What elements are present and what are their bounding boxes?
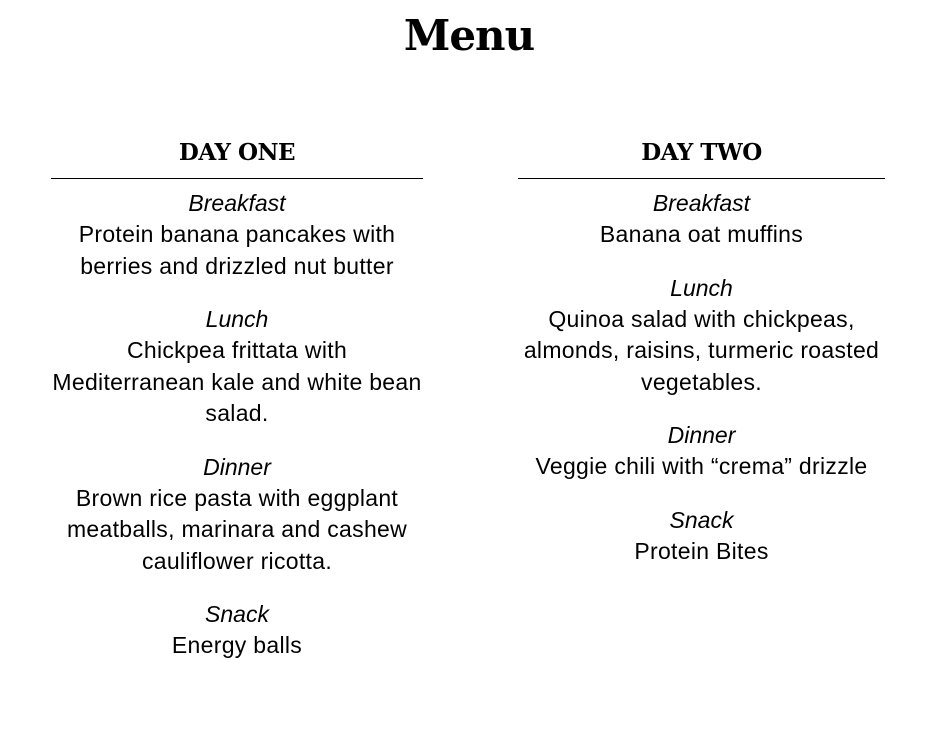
meal-snack [518,504,885,568]
page-title: Menu [403,11,535,60]
day-two-column [518,136,885,588]
meal-description: Energy balls [171,632,303,658]
meal-label: Dinner [667,422,736,448]
meal-label: Snack [205,601,269,627]
meal-dinner [518,419,885,483]
meal-description: Protein Bites [634,537,769,564]
meal-list [518,187,885,567]
meal-label: Breakfast [652,190,751,216]
meal-breakfast [51,187,423,282]
meal-label: Breakfast [188,190,286,216]
meal-description: Chickpea frittata with Mediterranean kale and white bean salad. [52,337,422,426]
meal-label: Lunch [205,306,269,332]
meal-description: Quinoa salad with chickpeas, almonds, raisins, turmeric roasted vegetables. [523,305,880,395]
meal-label: Lunch [670,274,733,301]
meal-lunch [51,303,423,430]
meal-list [51,187,423,662]
day-heading: DAY ONE [51,136,423,179]
meal-label: Dinner [203,453,271,480]
meal-breakfast [518,187,885,251]
meal-description: Protein banana pancakes with berries and drizzled nut butter [78,221,396,279]
meal-description: Brown rice pasta with eggplant meatballs, marinara and cashew cauliflower ricotta. [66,484,408,574]
meal-snack [51,598,423,662]
meal-dinner [51,451,423,578]
meal-description: Veggie chili with “crema” drizzle [535,453,868,479]
meal-description: Banana oat muffins [599,221,804,247]
meal-lunch [518,272,885,399]
day-heading: DAY TWO [518,136,885,179]
meal-label: Snack [669,506,734,533]
day-one-column [51,136,423,683]
